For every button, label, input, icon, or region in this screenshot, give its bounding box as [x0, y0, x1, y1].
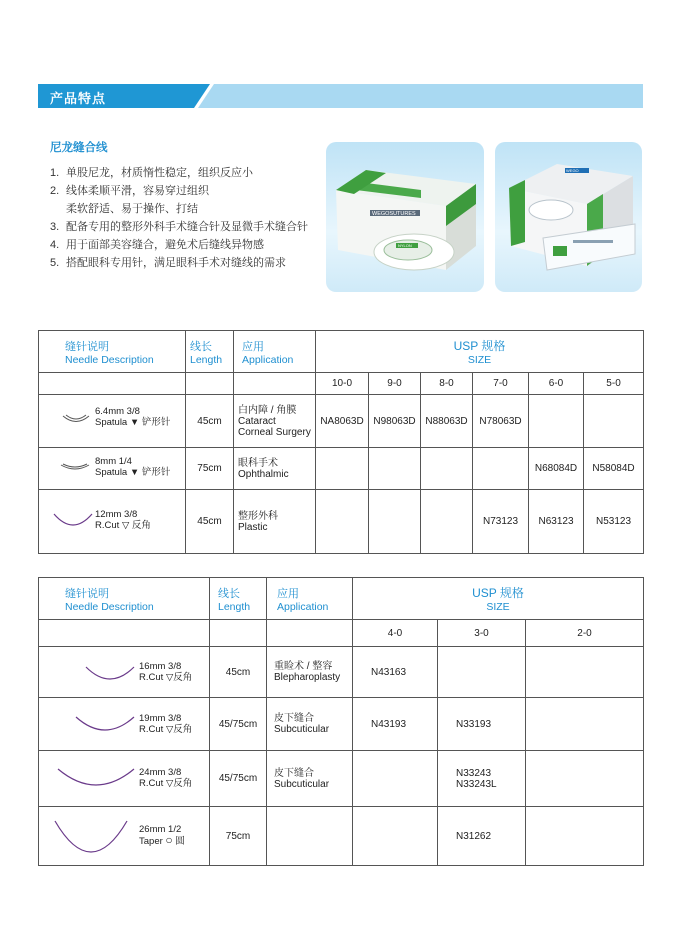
- needle-cell: 26mm 1/2 Taper ○ 圆: [39, 807, 210, 866]
- needle-cell: 24mm 3/8 R.Cut ▽反角: [39, 751, 210, 807]
- spec-table-2: [38, 577, 644, 866]
- size-header: 4-0: [353, 620, 438, 647]
- size-header: 7-0: [473, 373, 529, 395]
- header-usp: USP 规格 SIZE: [316, 331, 644, 373]
- application-cell: 重睑术 / 整容 Blepharoplasty: [267, 647, 353, 698]
- needle-cell: 8mm 1/4 Spatula ▼ 铲形针: [39, 448, 186, 490]
- application-cell: 皮下缝合 Subcuticular: [267, 751, 353, 807]
- product-photo-suture-pack: [495, 142, 642, 292]
- section-banner: [38, 84, 643, 108]
- taper-point-icon: ○: [165, 833, 173, 847]
- needle-curve-icon: [59, 462, 91, 474]
- table-row: 19mm 3/8 R.Cut ▽反角 45/75cm 皮下缝合 Subcuticular N43193 N33193: [39, 698, 644, 751]
- reverse-cutting-icon: ▽: [165, 724, 174, 735]
- product-photo-suture-box: [326, 142, 484, 292]
- header-length: 线长 Length: [186, 331, 234, 373]
- needle-cell: 19mm 3/8 R.Cut ▽反角: [39, 698, 210, 751]
- features-title: 尼龙缝合线: [50, 142, 108, 154]
- size-header: 2-0: [526, 620, 644, 647]
- needle-curve-icon: [73, 713, 137, 737]
- reverse-cutting-icon: ▽: [165, 778, 174, 789]
- application-cell: 皮下缝合 Subcuticular: [267, 698, 353, 751]
- header-application: 应用 Application: [234, 331, 316, 373]
- application-cell: 整形外科 Plastic: [234, 490, 316, 554]
- needle-cell: 12mm 3/8 R.Cut ▽ 反角: [39, 490, 186, 554]
- features-section: [50, 139, 308, 272]
- feature-item: 2. 线体柔顺平滑，容易穿过组织: [50, 185, 209, 197]
- application-cell: 眼科手术 Ophthalmic: [234, 448, 316, 490]
- spatula-icon: ▼: [129, 417, 140, 428]
- header-usp: USP 规格 SIZE: [353, 578, 644, 620]
- table-row: 12mm 3/8 R.Cut ▽ 反角 45cm 整形外科 Plastic N73123 N63123 N53123: [39, 490, 644, 554]
- size-header: 9-0: [369, 373, 421, 395]
- spatula-icon: ▼: [129, 467, 140, 478]
- header-needle: 缝针说明 Needle Description: [39, 331, 186, 373]
- needle-curve-icon: [51, 510, 95, 530]
- features-list: [50, 164, 308, 272]
- feature-item: 柔软舒适、易于操作、打结: [66, 203, 198, 215]
- feature-item: 3. 配备专用的整形外科手术缝合针及显微手术缝合针: [50, 221, 308, 233]
- size-header: 6-0: [529, 373, 584, 395]
- table-row: 8mm 1/4 Spatula ▼ 铲形针 75cm 眼科手术 Ophthalmic N68084D N58084D: [39, 448, 644, 490]
- table-row: 6.4mm 3/8 Spatula ▼ 铲形针 45cm 白内障 / 角膜 Cataract Corneal Surgery NA8063D N98063D N88063D N78063D: [39, 395, 644, 448]
- needle-curve-icon: [83, 663, 137, 685]
- needle-curve-icon: [51, 817, 131, 859]
- spec-table-1: [38, 330, 644, 554]
- header-needle: 缝针说明 Needle Description: [39, 578, 210, 620]
- feature-item: 5. 搭配眼科专用针，满足眼科手术对缝线的需求: [50, 257, 286, 269]
- table-row: 16mm 3/8 R.Cut ▽反角 45cm 重睑术 / 整容 Blepharoplasty N43163: [39, 647, 644, 698]
- application-cell: [267, 807, 353, 866]
- box2-brand-text: WEGO: [566, 168, 579, 173]
- header-length: 线长 Length: [210, 578, 267, 620]
- banner-light-bar: [198, 84, 643, 108]
- needle-curve-icon: [61, 413, 91, 427]
- feature-item: 4. 用于面部美容缝合，避免术后缝线异物感: [50, 239, 264, 251]
- size-header: 8-0: [421, 373, 473, 395]
- application-cell: 白内障 / 角膜 Cataract Corneal Surgery: [234, 395, 316, 448]
- feature-item: 1. 单股尼龙，材质惰性稳定，组织反应小: [50, 167, 253, 179]
- table-row: 26mm 1/2 Taper ○ 圆 75cm N31262: [39, 807, 644, 866]
- header-application: 应用 Application: [267, 578, 353, 620]
- size-header: 10-0: [316, 373, 369, 395]
- size-header: 3-0: [438, 620, 526, 647]
- needle-cell: 6.4mm 3/8 Spatula ▼ 铲形针: [39, 395, 186, 448]
- banner-title: 产品特点: [50, 91, 107, 106]
- box1-label-text: NYLON: [398, 243, 412, 248]
- box1-brand-text: WEGOSUTURES: [372, 211, 416, 217]
- size-header: 5-0: [584, 373, 644, 395]
- reverse-cutting-icon: ▽: [165, 672, 174, 683]
- reverse-cutting-icon: ▽: [121, 520, 130, 531]
- needle-curve-icon: [55, 765, 137, 793]
- needle-cell: 16mm 3/8 R.Cut ▽反角: [39, 647, 210, 698]
- table-row: 24mm 3/8 R.Cut ▽反角 45/75cm 皮下缝合 Subcuticular N33243 N33243L: [39, 751, 644, 807]
